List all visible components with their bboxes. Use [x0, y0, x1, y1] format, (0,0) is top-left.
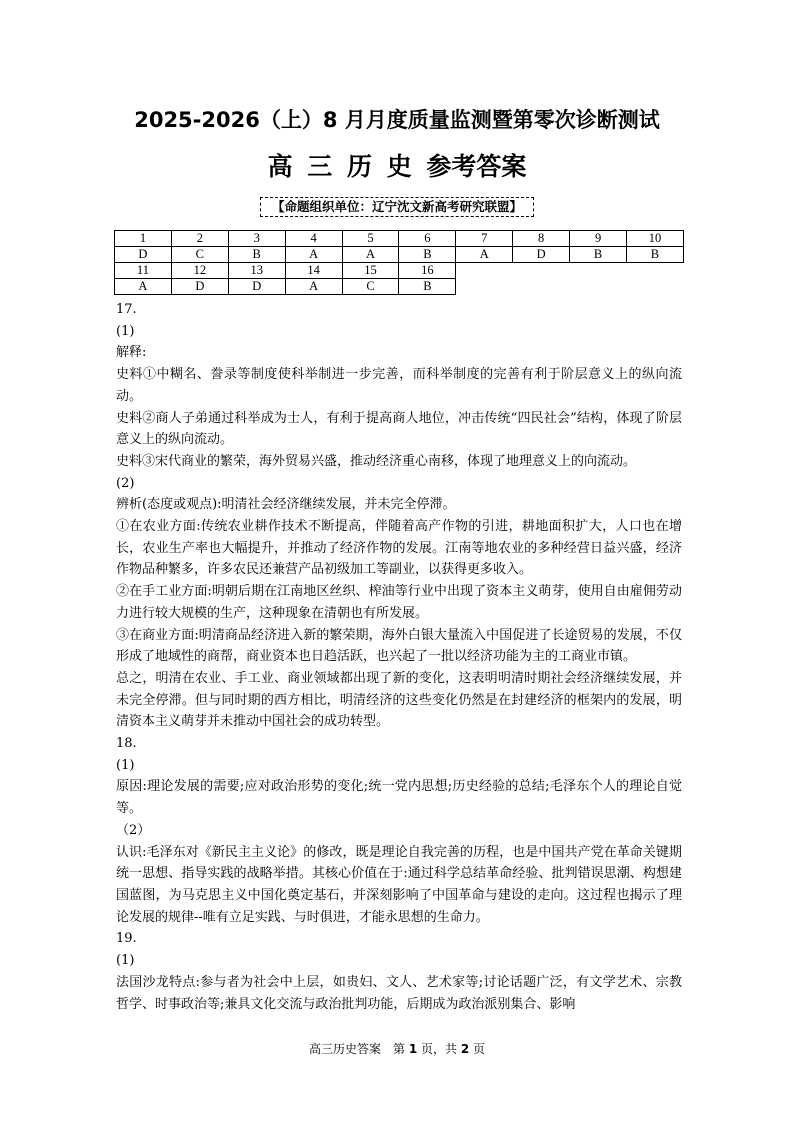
answer-cell: B: [399, 247, 456, 263]
question-number-cell: 4: [285, 231, 342, 247]
content-paragraph: 法国沙龙特点:参与者为社会中上层，如贵妇、文人、艺术家等;讨论话题广泛，有文学艺术、宗教哲学、时事政治等;兼具文化交流与政治批判功能，后期成为政治派别集合、影响: [116, 974, 682, 1012]
page-footer: [0, 1040, 794, 1057]
question-number-row: [115, 263, 684, 279]
question-number-cell: 14: [285, 263, 342, 279]
footer-prefix: 高三历史答案 第: [308, 1042, 409, 1056]
question-number-cell: 15: [342, 263, 399, 279]
question-number-cell: 5: [342, 231, 399, 247]
answer-cell: A: [115, 279, 172, 295]
question-number-cell: 9: [570, 231, 627, 247]
page-title: 2025-2026（上）8 月月度质量监测暨第零次诊断测试: [134, 108, 660, 132]
answer-cell: B: [627, 247, 684, 263]
question-number-cell: 8: [513, 231, 570, 247]
answer-cell: D: [171, 279, 228, 295]
content-paragraph: 解释:: [116, 345, 147, 361]
question-number-cell: 7: [456, 231, 513, 247]
content-paragraph: 认识:毛泽东对《新民主主义论》的修改，既是理论自我完善的历程，也是中国共产党在革命关键期统一思想、指导实践的战略举措。其核心价值在于:通过科学总结革命经验、批判错误思潮、构想建国蓝图，为马克思主义中国化奠定基石，并深刻影响了中国革命与建设的走向。这过程也揭示了理论发展的规律--唯有立足实践、与时俱进，才能永思想的生命力。: [116, 844, 682, 925]
answer-cell: A: [456, 247, 513, 263]
content-paragraph: (1): [116, 323, 135, 339]
empty-cell: [627, 263, 684, 279]
answer-cell: D: [115, 247, 172, 263]
empty-cell: [456, 263, 513, 279]
content-paragraph: 史料①中糊名、誊录等制度使科举制进一步完善，而科举制度的完善有利于阶层意义上的纵向流动。: [116, 367, 682, 404]
question-number-cell: 6: [399, 231, 456, 247]
content-paragraph: 史料③宋代商业的繁荣，海外贸易兴盛，推动经济重心南移，体现了地理意义上的向流动。: [116, 453, 637, 469]
content-paragraph: (2): [116, 475, 135, 491]
question-number-cell: 12: [171, 263, 228, 279]
question-number-row: [115, 231, 684, 247]
question-number-cell: 10: [627, 231, 684, 247]
empty-cell: [570, 279, 627, 295]
content-paragraph: 原因:理论发展的需要;应对政治形势的变化;统一党内思想;历史经验的总结;毛泽东个人的理论自觉等。: [116, 779, 682, 817]
content-paragraph: 史料②商人子弟通过科举成为士人，有利于提高商人地位，冲击传统“四民社会”结构，体现了阶层意义上的纵向流动。: [116, 410, 682, 448]
content-paragraph: （2）: [116, 822, 151, 838]
footer-suffix: 页: [469, 1042, 485, 1056]
answer-cell: B: [570, 247, 627, 263]
question-number-cell: 13: [228, 263, 285, 279]
answer-cell: B: [228, 247, 285, 263]
organizer-label: 【命题组织单位：辽宁沈文新高考研究联盟】: [260, 197, 534, 217]
page-subtitle: 高 三 历 史 参考答案: [267, 152, 527, 181]
empty-cell: [513, 263, 570, 279]
content-paragraph: (1): [116, 953, 135, 969]
question-number-cell: 11: [115, 263, 172, 279]
answer-cell: D: [228, 279, 285, 295]
content-paragraph: 17.: [116, 302, 137, 317]
question-number-cell: 16: [399, 263, 456, 279]
footer-page-number: 1: [408, 1042, 418, 1056]
question-number-cell: 1: [115, 231, 172, 247]
answer-row: [115, 247, 684, 263]
content-paragraph: 辨析(态度或观点):明清社会经济继续发展，并未完全停滞。: [116, 497, 456, 513]
answer-cell: D: [513, 247, 570, 263]
answer-cell: A: [285, 279, 342, 295]
content-paragraph: 总之，明清在农业、手工业、商业领域都出现了新的变化，这表明明清时期社会经济继续发展，并未完全停滞。但与同时期的西方相比，明清经济的这些变化仍然是在封建经济的框架内的发展，明清资本主义萌芽并未推动中国社会的成功转型。: [116, 670, 682, 730]
answer-cell: A: [342, 247, 399, 263]
answer-cell: A: [285, 247, 342, 263]
content-paragraph: ③在商业方面:明清商品经济进入新的繁荣期，海外白银大量流入中国促进了长途贸易的发展，不仅形成了地域性的商帮，商业资本也日趋活跃，也兴起了一批以经济功能为主的工商业市镇。: [116, 627, 682, 665]
content-paragraph: 19.: [116, 931, 137, 947]
answer-cell: C: [342, 279, 399, 295]
content-paragraph: ②在手工业方面:明朝后期在江南地区丝织、榨油等行业中出现了资本主义萌芽，使用自由雇佣劳动力进行较大规模的生产，这种现象在清朝也有所发展。: [116, 584, 682, 621]
answer-cell: C: [171, 247, 228, 263]
empty-cell: [570, 263, 627, 279]
content-paragraph: ①在农业方面:传统农业耕作技术不断提高，伴随着高产作物的引进，耕地面积扩大，人口也在增长，农业生产率也大幅提升，并推动了经济作物的发展。江南等地农业的多种经营日益兴盛，经济作物品种繁多，许多农民还兼营产品初级加工等副业，以获得更多收入。: [116, 519, 682, 578]
content-paragraph: (1): [116, 757, 135, 773]
answer-table: [114, 230, 684, 295]
footer-middle: 页，共: [417, 1042, 461, 1056]
answer-cell: B: [399, 279, 456, 295]
footer-total-pages: 2: [460, 1042, 470, 1056]
answer-row: [115, 279, 684, 295]
content-paragraph: 18.: [116, 736, 137, 752]
question-number-cell: 2: [171, 231, 228, 247]
answer-content: [116, 299, 682, 1015]
empty-cell: [627, 279, 684, 295]
empty-cell: [513, 279, 570, 295]
question-number-cell: 3: [228, 231, 285, 247]
empty-cell: [456, 279, 513, 295]
